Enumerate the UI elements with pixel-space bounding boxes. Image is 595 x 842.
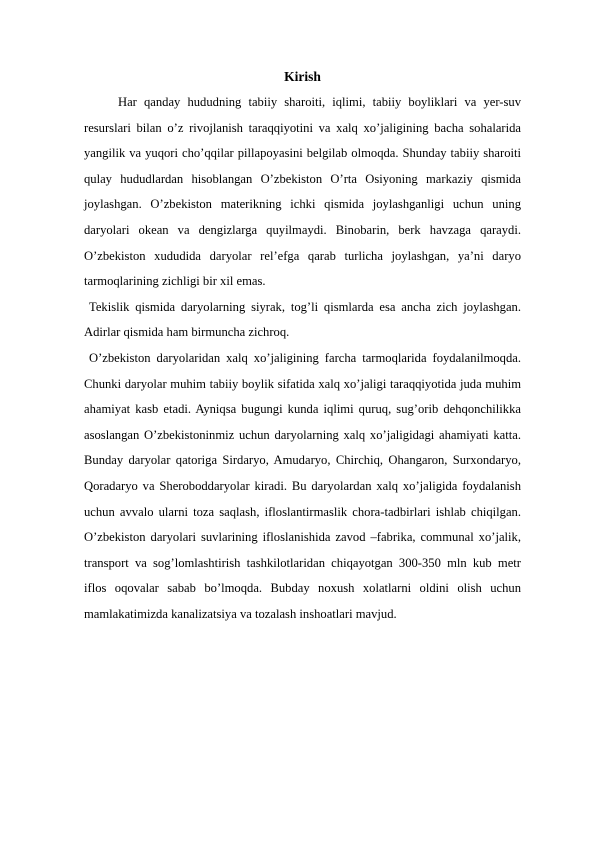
paragraph-2: Tekislik qismida daryolarning siyrak, tog’li qismlarda esa ancha zich joylashgan. Adirlar qismida ham birmuncha zichroq. [84,299,521,340]
paragraph-1: Har qanday hududning tabiiy sharoiti, iqlimi, tabiiy boyliklari va yer-suv resurslari bilan o’z rivojlanish taraqqiyotini va xalq xo’jaligining bacha sohalarida yangilik va yuqori cho’qqilar pillapoyasini belgilab olmoqda. Shunday tabiiy sharoiti qulay hududlardan hisoblangan O’zbekiston O’rta Osiyoning markaziy qismida joylashgan. O’zbekiston materikning ichki qismida joylashganligi uchun uning daryolari okean va dengizlarga quyilmaydi. Binobarin, berk havzaga qaraydi. O’zbekiston xududida daryolar rel’efga qarab turlicha joylashgan, ya’ni daryo tarmoqlarining zichligi bir xil emas. [84,95,521,289]
document-body [84,64,521,627]
paragraph-3: O’zbekiston daryolaridan xalq xo’jaligining farcha tarmoqlarida foydalanilmoqda. Chunki daryolar muhim tabiiy boylik sifatida xalq xo’jaligi taraqqiyotida juda muhim ahamiyat kasb etadi. Ayniqsa bugungi kunda iqlimi quruq, sug’orib dehqonchilikka asoslangan O’zbekistoninmiz uchun daryolarning xalq xo’jaligidagi ahamiyati katta. Bunday daryolar qatoriga Sirdaryo, Amudaryo, Chirchiq, Ohangaron, Surxondaryo, Qoradaryo va Sheroboddaryolar kiradi. Bu daryolardan xalq xo’jaligida foydalanish uchun avvalo ularni toza saqlash, ifloslantirmaslik chora-tadbirlari ishlab chiqilgan. O’zbekiston daryolari suvlarining ifloslanishida zavod –fabrika, communal xo’jalik, transport va sog’lomlashtirish tashkilotlaridan chiqayotgan 300-350 mln kub metr iflos oqovalar sabab bo’lmoqda. Bubday noxush xolatlarni oldini olish uchun mamlakatimizda kanalizatsiya va tozalash inshoatlari mavjud. [84,350,521,621]
document-title: Kirish [284,69,321,84]
